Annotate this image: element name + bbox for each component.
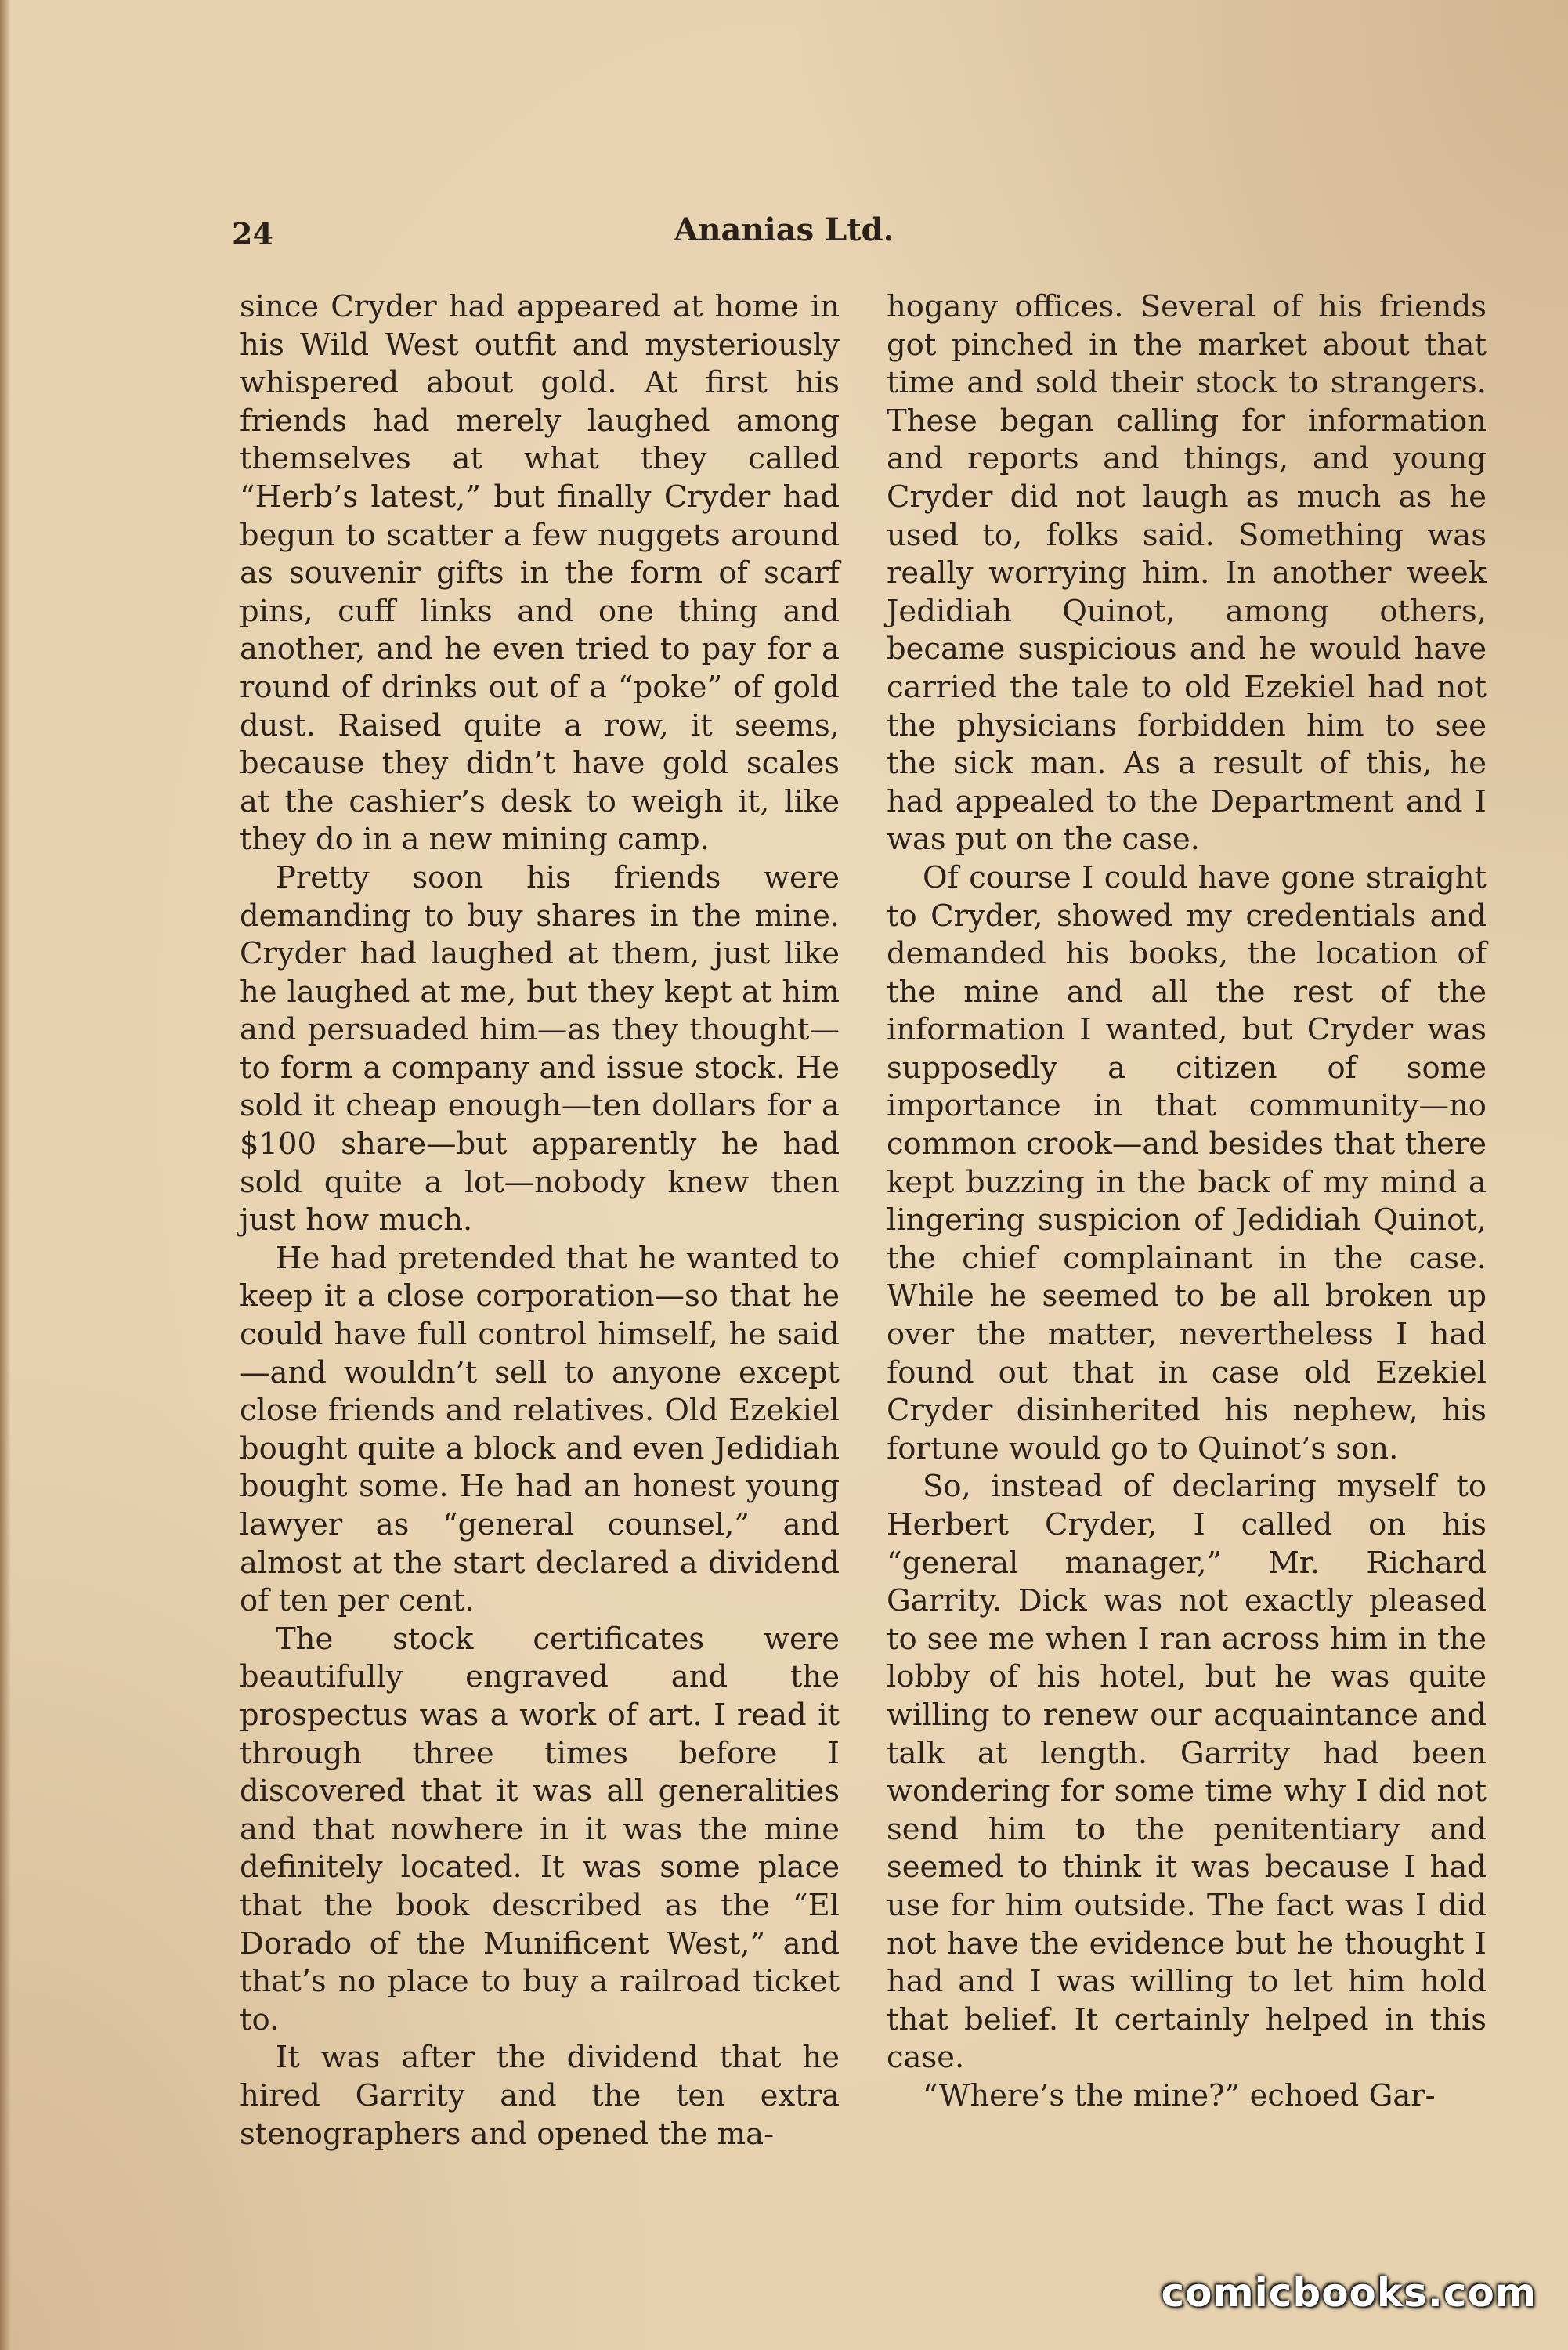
paragraph: He had pretended that he wanted to keep it a close corporation—so that he could have full control himself, he said—and wouldn’t sell to anyone except close friends and relatives. Old Ezekiel bought quite a block and even Jedidiah bought some. He had an honest young lawyer as “general counsel,” and almost at the start declared a dividend of ten per cent. bbox=[240, 1240, 840, 1619]
paragraph: So, instead of declaring myself to Herbert Cryder, I called on his “general manager,” Mr. Richard Garrity. Dick was not exactly pleased to see me when I ran across him in the lobby of his hotel, but he was quite willing to renew our acquaintance and talk at length. Garrity had been wondering for some time why I did not send him to the penitentiary and seemed to think it was because I had use for him outside. The fact was I did not have the evidence but he thought I had and I was willing to let him hold that belief. It certainly helped in this case. bbox=[887, 1469, 1487, 2076]
paragraph: “Where’s the mine?” echoed Gar- bbox=[923, 2077, 1436, 2113]
left-column bbox=[240, 288, 840, 2153]
right-column bbox=[887, 288, 1487, 2116]
page-number: 24 bbox=[232, 216, 273, 251]
source-watermark: comicbooks.com bbox=[1161, 2270, 1537, 2316]
paragraph: Pretty soon his friends were demanding to buy shares in the mine. Cryder had laughed at them, just like he laughed at me, but they kept at him and persuaded him—as they thought—to form a company and issue stock. He sold it cheap enough—ten dollars for a $100 share—but apparently he had sold quite a lot—nobody knew then just how much. bbox=[240, 859, 840, 1238]
paragraph: The stock certificates were beautifully engraved and the prospectus was a work of art. I read it through three times before I discovered that it was all generalities and that nowhere in it was the mine definitely located. It was some place that the book described as the “El Dorado of the Munificent West,” and that’s no place to buy a railroad ticket to. bbox=[240, 1621, 840, 2037]
paragraph: since Cryder had appeared at home in his Wild West outfit and mysteriously whispered about gold. At first his friends had merely laughed among themselves at what they called “Herb’s latest,” but finally Cryder had begun to scatter a few nuggets around as souvenir gifts in the form of scarf pins, cuff links and one thing and another, and he even tried to pay for a round of drinks out of a “poke” of gold dust. Raised quite a row, it seems, because they didn’t have gold scales at the cashier’s desk to weigh it, like they do in a new mining camp. bbox=[240, 289, 840, 858]
paragraph: Of course I could have gone straight to Cryder, showed my credentials and demanded his books, the location of the mine and all the rest of the information I wanted, but Cryder was supposedly a citizen of some importance in that community—no common crook—and besides that there kept buzzing in the back of my mind a lingering suspicion of Jedidiah Quinot, the chief complainant in the case. While he seemed to be all broken up over the matter, nevertheless I had found out that in case old Ezekiel Cryder disinherited his nephew, his fortune would go to Quinot’s son. bbox=[887, 859, 1487, 1466]
paragraph: It was after the dividend that he hired Garrity and the ten extra stenographers and opened the ma- bbox=[240, 2040, 840, 2152]
paragraph: hogany offices. Several of his friends got pinched in the market about that time and sold their stock to strangers. These began calling for information and reports and things, and young Cryder did not laugh as much as he used to, folks said. Something was really worrying him. In another week Jedidiah Quinot, among others, became suspicious and he would have carried the tale to old Ezekiel had not the physicians forbidden him to see the sick man. As a result of this, he had appealed to the Department and I was put on the case. bbox=[887, 289, 1487, 858]
page-edge-shadow bbox=[0, 0, 11, 2350]
running-title: Ananias Ltd. bbox=[674, 212, 894, 248]
